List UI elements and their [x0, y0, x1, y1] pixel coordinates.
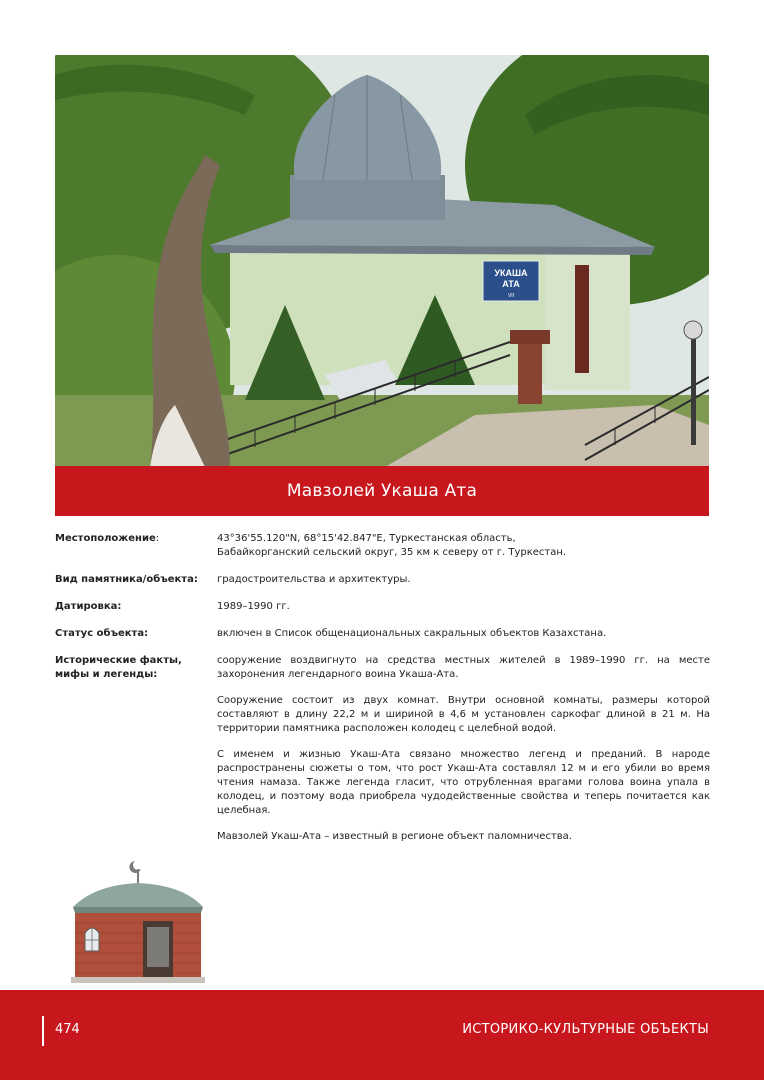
page-number: 474 — [55, 1022, 80, 1037]
location-line-2: Бабайкорганский сельский округ, 35 км к северу от г. Туркестан. — [217, 547, 567, 558]
type-label: Вид памятника/объекта: — [55, 574, 198, 585]
location-value — [217, 532, 710, 560]
history-paragraph: Мавзолей Укаш-Ата – известный в регионе объект паломничества. — [217, 831, 572, 842]
row-location — [55, 532, 710, 560]
footer-divider — [42, 1016, 44, 1046]
location-label: Местоположение: — [55, 533, 160, 544]
object-info — [55, 532, 710, 857]
title-bar — [55, 466, 709, 516]
mausoleum-photo — [55, 55, 709, 467]
status-label: Статус объекта: — [55, 628, 149, 639]
page-footer — [0, 990, 764, 1080]
row-status — [55, 627, 710, 641]
type-value: градостроительства и архитектуры. — [217, 574, 411, 585]
sign-line-2: АТА — [502, 279, 520, 289]
sign-line-3: VII — [507, 293, 515, 299]
history-label: Исторические факты, мифы и легенды: — [55, 655, 182, 680]
sign-line-1: УКАША — [494, 268, 528, 278]
status-value: включен в Список общенациональных сакральных объектов Казахстана. — [217, 628, 607, 639]
row-history — [55, 654, 710, 844]
row-type — [55, 573, 710, 587]
dating-label: Датировка: — [55, 601, 122, 612]
row-dating — [55, 600, 710, 614]
location-line-1: 43°36'55.120"N, 68°15'42.847"E, Туркестанская область, — [217, 533, 516, 544]
dating-value: 1989–1990 гг. — [217, 601, 290, 612]
history-paragraph: сооружение воздвигнуто на средства местных жителей в 1989–1990 гг. на месте захоронения легендарного воина Укаша-Ата. — [217, 655, 710, 680]
history-paragraph: С именем и жизнью Укаш-Ата связано множество легенд и преданий. В народе распространены сюжеты о том, что рост Укаш-Ата составлял 12 м и его убили во время чтения намаза. Также легенда гласит, что отрубленная врагами голова воина упала в колодец, и поэтому вода приобрела чудодейственные свойства и теперь почитается как целебная. — [217, 749, 710, 816]
section-title: ИСТОРИКО-КУЛЬТУРНЫЕ ОБЪЕКТЫ — [462, 1022, 709, 1037]
history-value — [217, 654, 710, 844]
small-mausoleum-photo — [55, 855, 205, 985]
object-title: Мавзолей Укаша Ата — [286, 481, 478, 501]
history-paragraph: Сооружение состоит из двух комнат. Внутри основной комнаты, размеры которой составляют в длину 22,2 м и шириной в 4,6 м установлен саркофаг длиной в 21 м. На территории памятника расположен колодец с целебной водой. — [217, 695, 710, 734]
